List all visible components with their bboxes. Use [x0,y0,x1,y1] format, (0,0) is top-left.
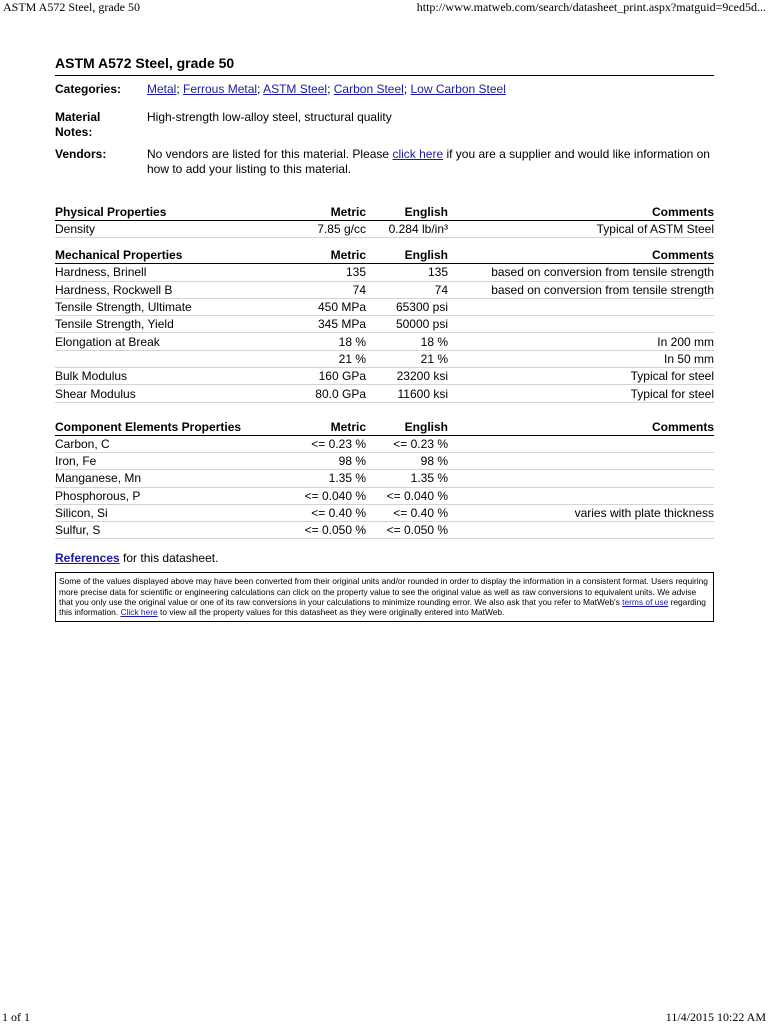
table-row [55,487,714,504]
english-value[interactable]: 21 % [366,350,448,367]
english-value[interactable]: <= 0.40 % [366,504,448,521]
references-link[interactable]: References [55,551,120,566]
categories-label: Categories: [55,82,122,96]
vendors-text-pre: No vendors are listed for this material. Please [147,147,393,161]
notes-label-line2: Notes: [55,125,93,139]
metric-value[interactable]: <= 0.040 % [261,487,366,504]
metric-value[interactable]: 135 [261,264,366,281]
col-metric: Metric [261,202,366,221]
categories-list: Metal; Ferrous Metal; ASTM Steel; Carbon Steel; Low Carbon Steel [147,82,506,96]
element-name: Manganese, Mn [55,470,261,487]
component-elements-table [55,417,714,540]
property-name: Tensile Strength, Ultimate [55,298,261,315]
table-row [55,316,714,333]
references-line [55,551,714,565]
physical-heading: Physical Properties [55,202,261,221]
english-value[interactable]: 65300 psi [366,298,448,315]
mechanical-heading: Mechanical Properties [55,245,261,264]
comment: based on conversion from tensile strength [448,281,714,298]
notes-label-line1: Material [55,110,101,124]
english-value[interactable]: <= 0.23 % [366,435,448,452]
metric-value[interactable]: <= 0.050 % [261,522,366,539]
table-row [55,435,714,452]
col-metric: Metric [261,245,366,264]
metric-value[interactable]: <= 0.40 % [261,504,366,521]
mechanical-properties-table [55,245,714,402]
comment [448,316,714,333]
english-value[interactable]: 135 [366,264,448,281]
comment: Typical for steel [448,385,714,402]
element-name: Silicon, Si [55,504,261,521]
col-english: English [366,245,448,264]
table-header [55,417,714,436]
vendors-text-post: if you are a supplier and would like information on how to add your listing to this material. [147,147,710,176]
property-name: Shear Modulus [55,385,261,402]
disclaimer-text-2: regarding this information. [59,596,706,617]
col-english: English [366,202,448,221]
comment [448,487,714,504]
metric-value[interactable]: 345 MPa [261,316,366,333]
disclaimer-box [55,572,714,621]
col-comments: Comments [448,245,714,264]
element-name: Carbon, C [55,435,261,452]
metric-value[interactable]: 1.35 % [261,470,366,487]
property-name: Elongation at Break [55,333,261,350]
components-heading: Component Elements Properties [55,417,261,436]
metric-value[interactable]: 450 MPa [261,298,366,315]
table-row [55,281,714,298]
comment: varies with plate thickness [448,504,714,521]
table-header [55,202,714,221]
click-here-link[interactable]: Click here [120,606,158,617]
disclaimer-text-1: Some of the values displayed above may have been converted from their original units and/or rounded in order to display the information in a consistent format. Users requiring more precise data for scientific or engineering calculations can click on the property value to see the original value as well as raw conversions to equivalent units. We advise that you only use the original value or one of its raw conversions in your calculations to minimize rounding error. We also ask that you refer to MatWeb's [59,576,708,607]
physical-properties-table [55,202,714,238]
category-link-astm-steel[interactable]: ASTM Steel [263,82,328,96]
table-row [55,504,714,521]
english-value[interactable]: 98 % [366,452,448,469]
col-comments: Comments [448,202,714,221]
terms-of-use-link[interactable]: terms of use [622,596,669,607]
table-row [55,452,714,469]
vendors-text [147,147,714,177]
english-value[interactable]: 11600 ksi [366,385,448,402]
browser-page-title: ASTM A572 Steel, grade 50 [3,0,140,14]
property-name [55,350,261,367]
comment: based on conversion from tensile strength [448,264,714,281]
category-link-metal[interactable]: Metal [147,82,177,96]
table-row [55,522,714,539]
table-row [55,298,714,315]
col-english: English [366,417,448,436]
element-name: Sulfur, S [55,522,261,539]
english-value[interactable]: 1.35 % [366,470,448,487]
metric-value[interactable]: 74 [261,281,366,298]
table-row [55,385,714,402]
comment [448,452,714,469]
comment: In 50 mm [448,350,714,367]
notes-label [55,110,147,140]
category-link-carbon-steel[interactable]: Carbon Steel [333,82,404,96]
vendors-click-here-link[interactable]: click here [392,147,444,161]
metric-value[interactable]: 21 % [261,350,366,367]
metric-value[interactable]: 80.0 GPa [261,385,366,402]
english-value[interactable]: 18 % [366,333,448,350]
property-name: Density [55,221,261,238]
english-value[interactable]: 23200 ksi [366,368,448,385]
disclaimer-text-3: to view all the property values for this datasheet as they were originally entered into MatWeb. [157,606,505,617]
element-name: Iron, Fe [55,452,261,469]
category-link-low-carbon-steel[interactable]: Low Carbon Steel [410,82,506,96]
table-header [55,245,714,264]
notes-row [55,110,714,140]
property-name: Tensile Strength, Yield [55,316,261,333]
comment: Typical for steel [448,368,714,385]
property-name: Bulk Modulus [55,368,261,385]
categories-row [55,82,714,97]
english-value[interactable]: 50000 psi [366,316,448,333]
category-link-ferrous-metal[interactable]: Ferrous Metal [183,82,258,96]
table-row [55,350,714,367]
element-name: Phosphorous, P [55,487,261,504]
vendors-label: Vendors: [55,147,107,161]
table-row [55,333,714,350]
english-value[interactable]: 74 [366,281,448,298]
page-title: ASTM A572 Steel, grade 50 [55,55,714,76]
table-row [55,264,714,281]
datasheet [55,55,714,622]
english-value[interactable]: <= 0.050 % [366,522,448,539]
metric-value[interactable]: <= 0.23 % [261,435,366,452]
metric-value[interactable]: 98 % [261,452,366,469]
page-count: 1 of 1 [2,1010,30,1024]
metric-value[interactable]: 7.85 g/cc [261,221,366,238]
comment [448,522,714,539]
comment [448,470,714,487]
metric-value[interactable]: 18 % [261,333,366,350]
comment: In 200 mm [448,333,714,350]
col-comments: Comments [448,417,714,436]
vendors-row [55,147,714,177]
table-row [55,221,714,238]
property-name: Hardness, Rockwell B [55,281,261,298]
table-row [55,470,714,487]
comment [448,298,714,315]
metric-value[interactable]: 160 GPa [261,368,366,385]
notes-text: High-strength low-alloy steel, structural quality [147,110,392,124]
comment [448,435,714,452]
col-metric: Metric [261,417,366,436]
english-value[interactable]: <= 0.040 % [366,487,448,504]
property-name: Hardness, Brinell [55,264,261,281]
print-datetime: 11/4/2015 10:22 AM [665,1010,766,1024]
comment: Typical of ASTM Steel [448,221,714,238]
table-row [55,368,714,385]
english-value[interactable]: 0.284 lb/in³ [366,221,448,238]
browser-url: http://www.matweb.com/search/datasheet_print.aspx?matguid=9ced5d... [416,0,766,14]
references-text: for this datasheet. [119,551,219,566]
